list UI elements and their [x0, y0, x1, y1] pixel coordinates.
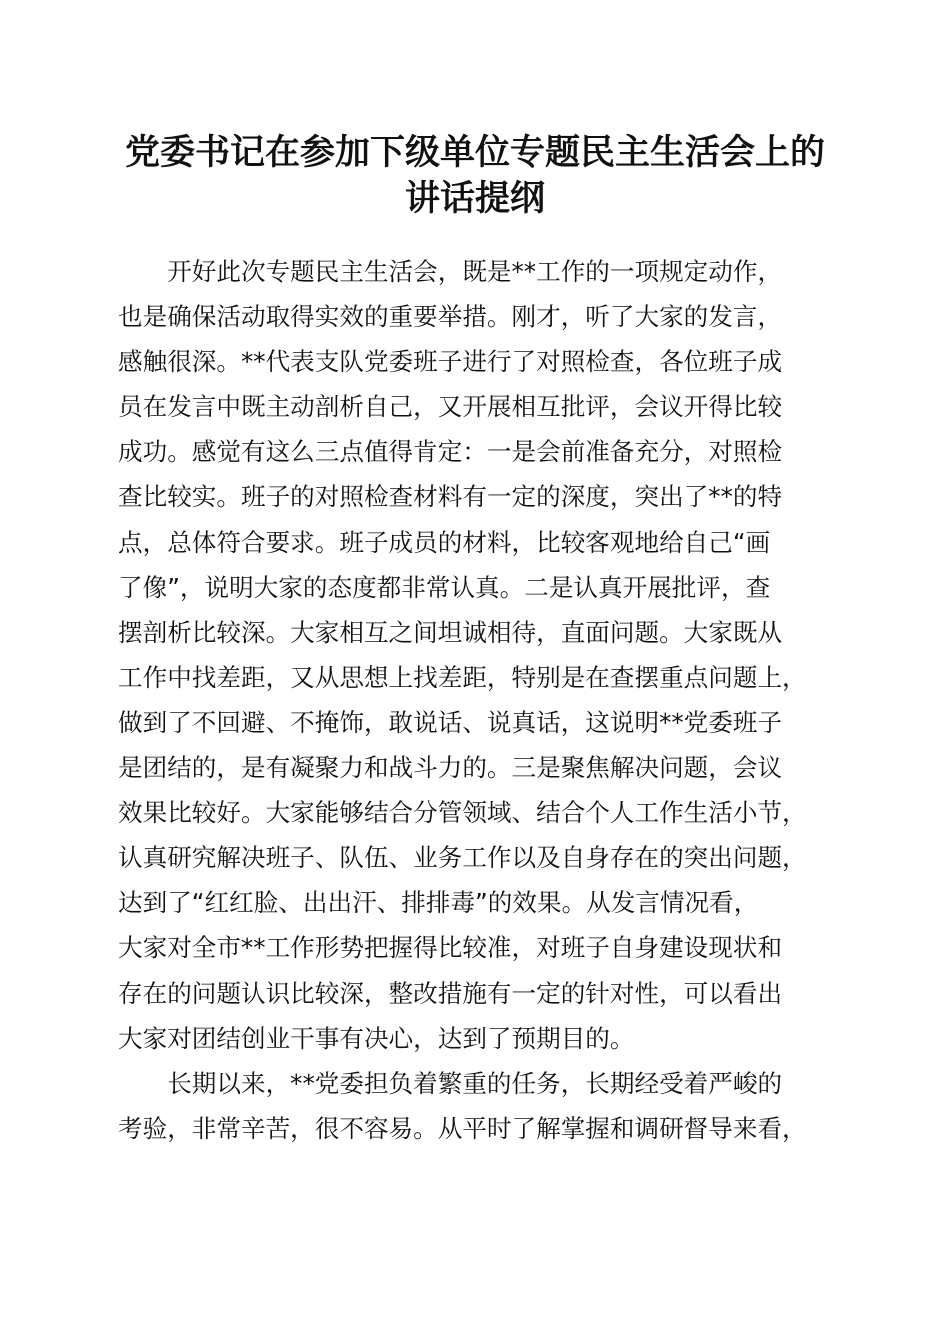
text-line: 开好此次专题民主生活会，既是**工作的一项规定动作， — [167, 257, 783, 286]
text-line: 是团结的，是有凝聚力和战斗力的。三是聚焦解决问题，会议 — [118, 753, 783, 783]
text-line: 成功。感觉有这么三点值得肯定：一是会前准备充分，对照检 — [118, 437, 783, 467]
text-line: 考验，非常辛苦，很不容易。从平时了解掌握和调研督导来看， — [118, 1113, 807, 1143]
document-body — [118, 249, 838, 1151]
text-line: 效果比较好。大家能够结合分管领域、结合个人工作生活小节， — [118, 798, 807, 828]
paragraph-1 — [118, 249, 838, 1061]
text-line: 大家对全市**工作形势把握得比较准，对班子自身建设现状和 — [118, 933, 783, 963]
text-line: 做到了不回避、不掩饰，敢说话、说真话，这说明**党委班子 — [118, 707, 783, 737]
text-line: 感触很深。**代表支队党委班子进行了对照检查，各位班子成 — [118, 347, 783, 377]
title-line-1: 党委书记在参加下级单位专题民主生活会上的 — [124, 132, 825, 173]
text-line: 认真研究解决班子、队伍、业务工作以及自身存在的突出问题， — [118, 843, 807, 873]
document-title — [100, 130, 850, 222]
paragraph-2 — [118, 1061, 838, 1151]
text-line: 大家对团结创业干事有决心，达到了预期目的。 — [118, 1023, 635, 1053]
text-line: 员在发言中既主动剖析自己，又开展相互批评，会议开得比较 — [118, 392, 783, 422]
title-line-2: 讲话提纲 — [404, 178, 545, 219]
text-line: 达到了“红红脸、出出汗、排排毒”的效果。从发言情况看， — [118, 888, 759, 918]
text-line: 长期以来，**党委担负着繁重的任务，长期经受着严峻的 — [167, 1068, 783, 1098]
text-line: 也是确保活动取得实效的重要举措。刚才，听了大家的发言， — [118, 302, 783, 332]
text-line: 存在的问题认识比较深，整改措施有一定的针对性，可以看出 — [118, 978, 783, 1008]
text-line: 摆剖析比较深。大家相互之间坦诚相待，直面问题。大家既从 — [118, 617, 783, 647]
text-line: 点，总体符合要求。班子成员的材料，比较客观地给自己“画 — [118, 527, 771, 557]
text-line: 查比较实。班子的对照检查材料有一定的深度，突出了**的特 — [118, 482, 783, 512]
text-line: 了像”，说明大家的态度都非常认真。二是认真开展批评，查 — [118, 572, 771, 602]
text-line: 工作中找差距，又从思想上找差距，特别是在查摆重点问题上， — [118, 662, 807, 692]
